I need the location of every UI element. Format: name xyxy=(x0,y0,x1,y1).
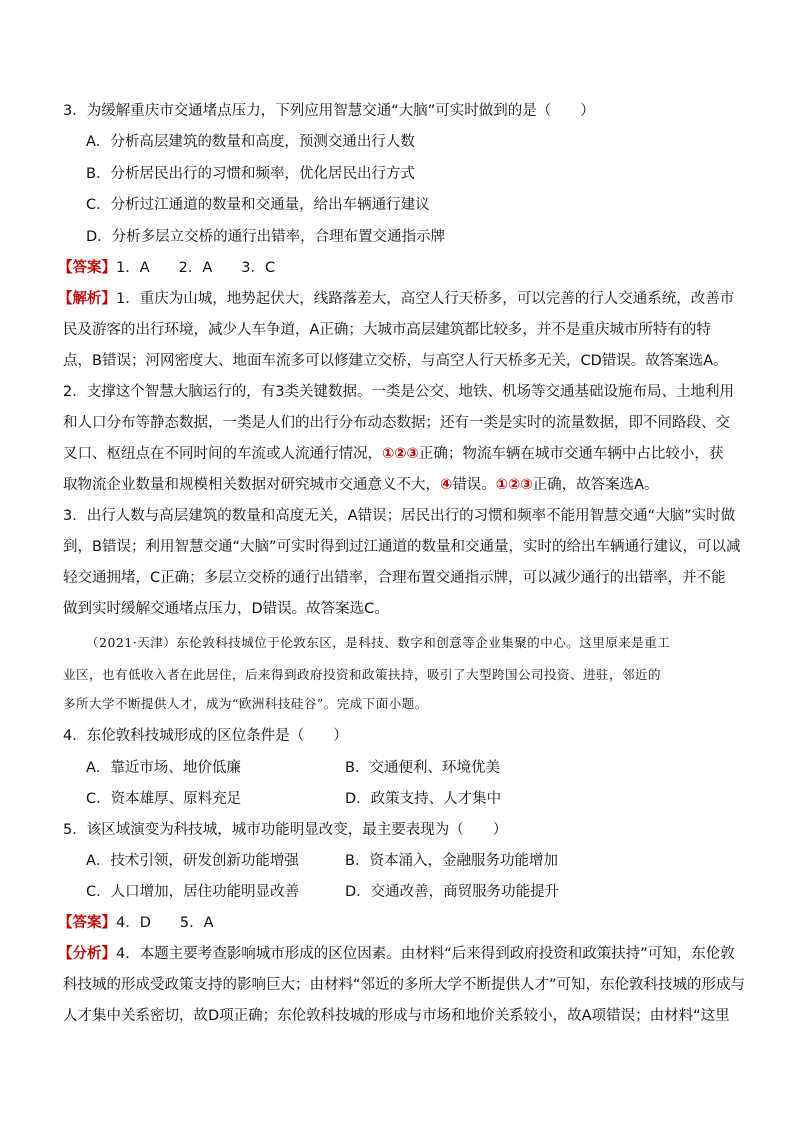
analysis-line-3: 点，B错误；河网密度大、地面车流多可以修建立交桥，与高空人行天桥多无关，CD错误。故答案选A。 xyxy=(63,353,728,369)
analysis-line-8: 3．出行人数与高层建筑的数量和高度无关，A错误；居民出行的习惯和频率不能用智慧交通“大脑”实时做 xyxy=(63,508,736,524)
analysis2-line-3: 人才集中关系密切，故D项正确；东伦敦科技城的形成与市场和地价关系较小，故A项错误；由材料“这里 xyxy=(63,1008,730,1024)
analysis-line-2: 民及游客的出行环境，减少人车争道，A正确；大城市高层建筑都比较多，并不是重庆城市所特有的特 xyxy=(63,322,711,338)
analysis-tag: 【解析】 xyxy=(58,291,116,307)
analysis-tag: 【分析】 xyxy=(58,946,116,962)
question-4-option-a: A．靠近市场、地价低廉 xyxy=(86,760,241,776)
question-3-stem: 3．为缓解重庆市交通堵点压力，下列应用智慧交通“大脑”可实时做到的是（ ） xyxy=(63,103,595,119)
analysis2-line-1: 【分析】4．本题主要考查影响城市形成的区位因素。由材料“后来得到政府投资和政策扶持”可知，东伦敦 xyxy=(58,946,735,962)
question-3-option-a: A．分析高层建筑的数量和高度，预测交通出行人数 xyxy=(86,134,415,150)
analysis-line-5: 和人口分布等静态数据，一类是人们的出行分布动态数据；还有一类是实时的流量数据，即不同路段、交 xyxy=(63,415,730,431)
circled-number-4: ④ xyxy=(440,477,453,493)
answer-tag: 【答案】 xyxy=(58,260,116,276)
question-4-stem: 4．东伦敦科技城形成的区位条件是（ ） xyxy=(63,728,348,744)
question-5-option-c: C．人口增加，居住功能明显改善 xyxy=(86,884,300,900)
intro-line-2: 业区，也有低收入者在此居住，后来得到政府投资和政策扶持，吸引了大型跨国公司投资、进驻，邻近的 xyxy=(63,667,662,682)
intro-line-1: （2021·天津）东伦敦科技城位于伦敦东区，是科技、数字和创意等企业集聚的中心。这里原来是重工 xyxy=(86,635,671,650)
intro-line-3: 多所大学不断提供人才，成为“欧洲科技硅谷”。完成下面小题。 xyxy=(63,696,428,711)
analysis2-line-2: 科技城的形成受政策支持的影响巨大；由材料“邻近的多所大学不断提供人才”可知，东伦敦科技城的形成与 xyxy=(63,977,746,993)
question-5-option-d: D．交通改善，商贸服务功能提升 xyxy=(345,884,560,900)
analysis-line-11: 做到实时缓解交通堵点压力，D错误。故答案选C。 xyxy=(63,601,389,617)
answer-tag: 【答案】 xyxy=(58,915,116,931)
analysis-line-10: 轻交通拥堵，C正确；多层立交桥的通行出错率，合理布置交通指示牌，可以减少通行的出错率，并不能 xyxy=(63,570,726,586)
analysis-line-1: 【解析】1．重庆为山城，地势起伏大，线路落差大，高空人行天桥多，可以完善的行人交通系统，改善市 xyxy=(58,291,735,307)
circled-numbers: ①②③ xyxy=(382,446,419,462)
answer-text: 4．D 5．A xyxy=(116,915,214,931)
analysis-line-6: 叉口、枢纽点在不同时间的车流或人流通行情况，①②③正确；物流车辆在城市交通车辆中占比较小，获 xyxy=(63,446,724,462)
question-5-stem: 5．该区域演变为科技城，城市功能明显改变，最主要表现为（ ） xyxy=(63,822,508,838)
question-5-option-a: A．技术引领，研发创新功能增强 xyxy=(86,853,299,869)
analysis-line-9: 到，B错误；利用智慧交通“大脑”可实时得到过江通道的数量和交通量，实时的给出车辆通行建议，可以减 xyxy=(63,539,741,555)
question-4-option-c: C．资本雄厚、原料充足 xyxy=(86,791,242,807)
question-5-option-b: B．资本涌入，金融服务功能增加 xyxy=(345,853,558,869)
circled-numbers: ①②③ xyxy=(495,477,533,493)
question-3-option-b: B．分析居民出行的习惯和频率，优化居民出行方式 xyxy=(86,166,415,182)
question-3-option-d: D．分析多层立交桥的通行出错率，合理布置交通指示牌 xyxy=(86,229,446,245)
answer-text: 1．A 2．A 3．C xyxy=(116,260,276,276)
analysis-line-7: 取物流企业数量和规模相关数据对研究城市交通意义不大，④错误。①②③正确，故答案选A。 xyxy=(63,477,659,493)
question-3-option-c: C．分析过江通道的数量和交通量，给出车辆通行建议 xyxy=(86,197,430,213)
analysis-line-4: 2．支撑这个智慧大脑运行的，有3类关键数据。一类是公交、地铁、机场等交通基础设施布局、土地利用 xyxy=(63,384,734,400)
answer-block-1 xyxy=(58,258,275,278)
question-4-option-d: D．政策支持、人才集中 xyxy=(345,791,502,807)
question-4-option-b: B．交通便利、环境优美 xyxy=(345,760,500,776)
answer-block-2 xyxy=(58,913,214,933)
